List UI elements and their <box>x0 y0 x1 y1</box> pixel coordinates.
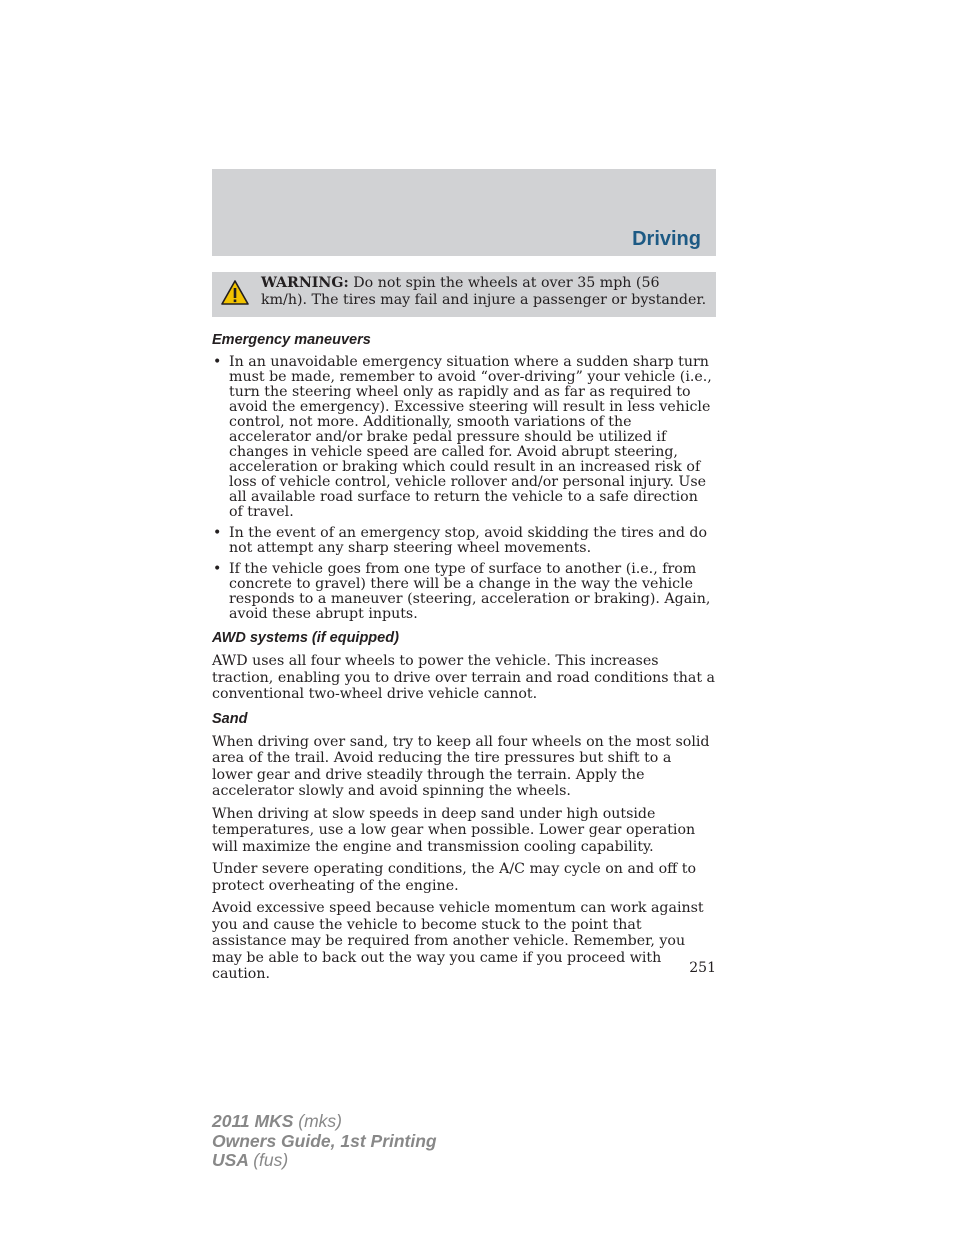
warning-message: Do not spin the wheels at over 35 mph (56 km/h). The tires may fail and injure a passenger or bystander. <box>261 275 707 308</box>
section-heading-awd-systems: AWD systems (if equipped) <box>212 630 399 646</box>
chapter-title: Driving <box>632 228 701 250</box>
list-item: • In the event of an emergency stop, avoid skidding the tires and do not attempt any sharp steering wheel movements. <box>212 526 716 556</box>
list-item: • If the vehicle goes from one type of surface to another (i.e., from concrete to gravel) there will be a change in the way the vehicle responds to a maneuver (steering, acceleration or braking). Again, avoid these abrupt inputs. <box>212 562 716 622</box>
paragraph: Under severe operating conditions, the A/C may cycle on and off to protect overheating of the engine. <box>212 861 697 894</box>
document-footer <box>212 1112 437 1171</box>
page-number: 251 <box>689 960 716 976</box>
page-content <box>212 330 716 989</box>
warning-triangle-icon <box>220 279 250 306</box>
paragraph: Avoid excessive speed because vehicle momentum can work against you and cause the vehicle to become stuck to the point that assistance may be required from another vehicle. Remember, you may be able to back out the way you came if you proceed with caution. <box>212 900 704 982</box>
paragraph: When driving at slow speeds in deep sand under high outside temperatures, use a low gear when possible. Lower gear operation will maximize the engine and transmission cooling capability. <box>212 805 696 855</box>
warning-text <box>261 275 709 308</box>
paragraph: When driving over sand, try to keep all four wheels on the most solid area of the trail. Avoid reducing the tire pressures but shift to a lower gear and drive steadily through the terrain. Apply the accelerator slowly and avoid spinning the wheels. <box>212 733 710 799</box>
chapter-header <box>212 169 716 256</box>
warning-label: WARNING: <box>261 275 349 291</box>
footer-line-printing: Owners Guide, 1st Printing <box>212 1130 437 1151</box>
footer-region-code: (fus) <box>253 1150 289 1170</box>
footer-line-model <box>212 1112 437 1132</box>
footer-region: USA <box>212 1150 249 1170</box>
section-heading-sand: Sand <box>212 710 248 727</box>
footer-line-region <box>212 1151 437 1171</box>
footer-model-year: 2011 MKS <box>212 1111 294 1131</box>
list-item: • In an unavoidable emergency situation where a sudden sharp turn must be made, remember to avoid “over-driving” your vehicle (i.e., turn the steering wheel only as rapidly and as far as required to avoid the emergency). Excessive steering will result in less vehicle control, not more. Additionally, smooth variations of the accelerator and/or brake pedal pressure should be utilized if changes in vehicle speed are called for. Avoid abrupt steering, acceleration or braking which could result in an increased risk of loss of vehicle control, vehicle rollover and/or personal injury. Use all available road surface to return the vehicle to a safe direction of travel. <box>212 355 716 520</box>
paragraph: AWD uses all four wheels to power the vehicle. This increases traction, enabling you to drive over terrain and road conditions that a conventional two-wheel drive vehicle cannot. <box>212 653 716 702</box>
section-heading-emergency-maneuvers: Emergency maneuvers <box>212 332 371 348</box>
footer-model-code: (mks) <box>298 1111 342 1131</box>
emergency-bullet-list <box>212 355 716 622</box>
warning-box <box>212 272 716 317</box>
